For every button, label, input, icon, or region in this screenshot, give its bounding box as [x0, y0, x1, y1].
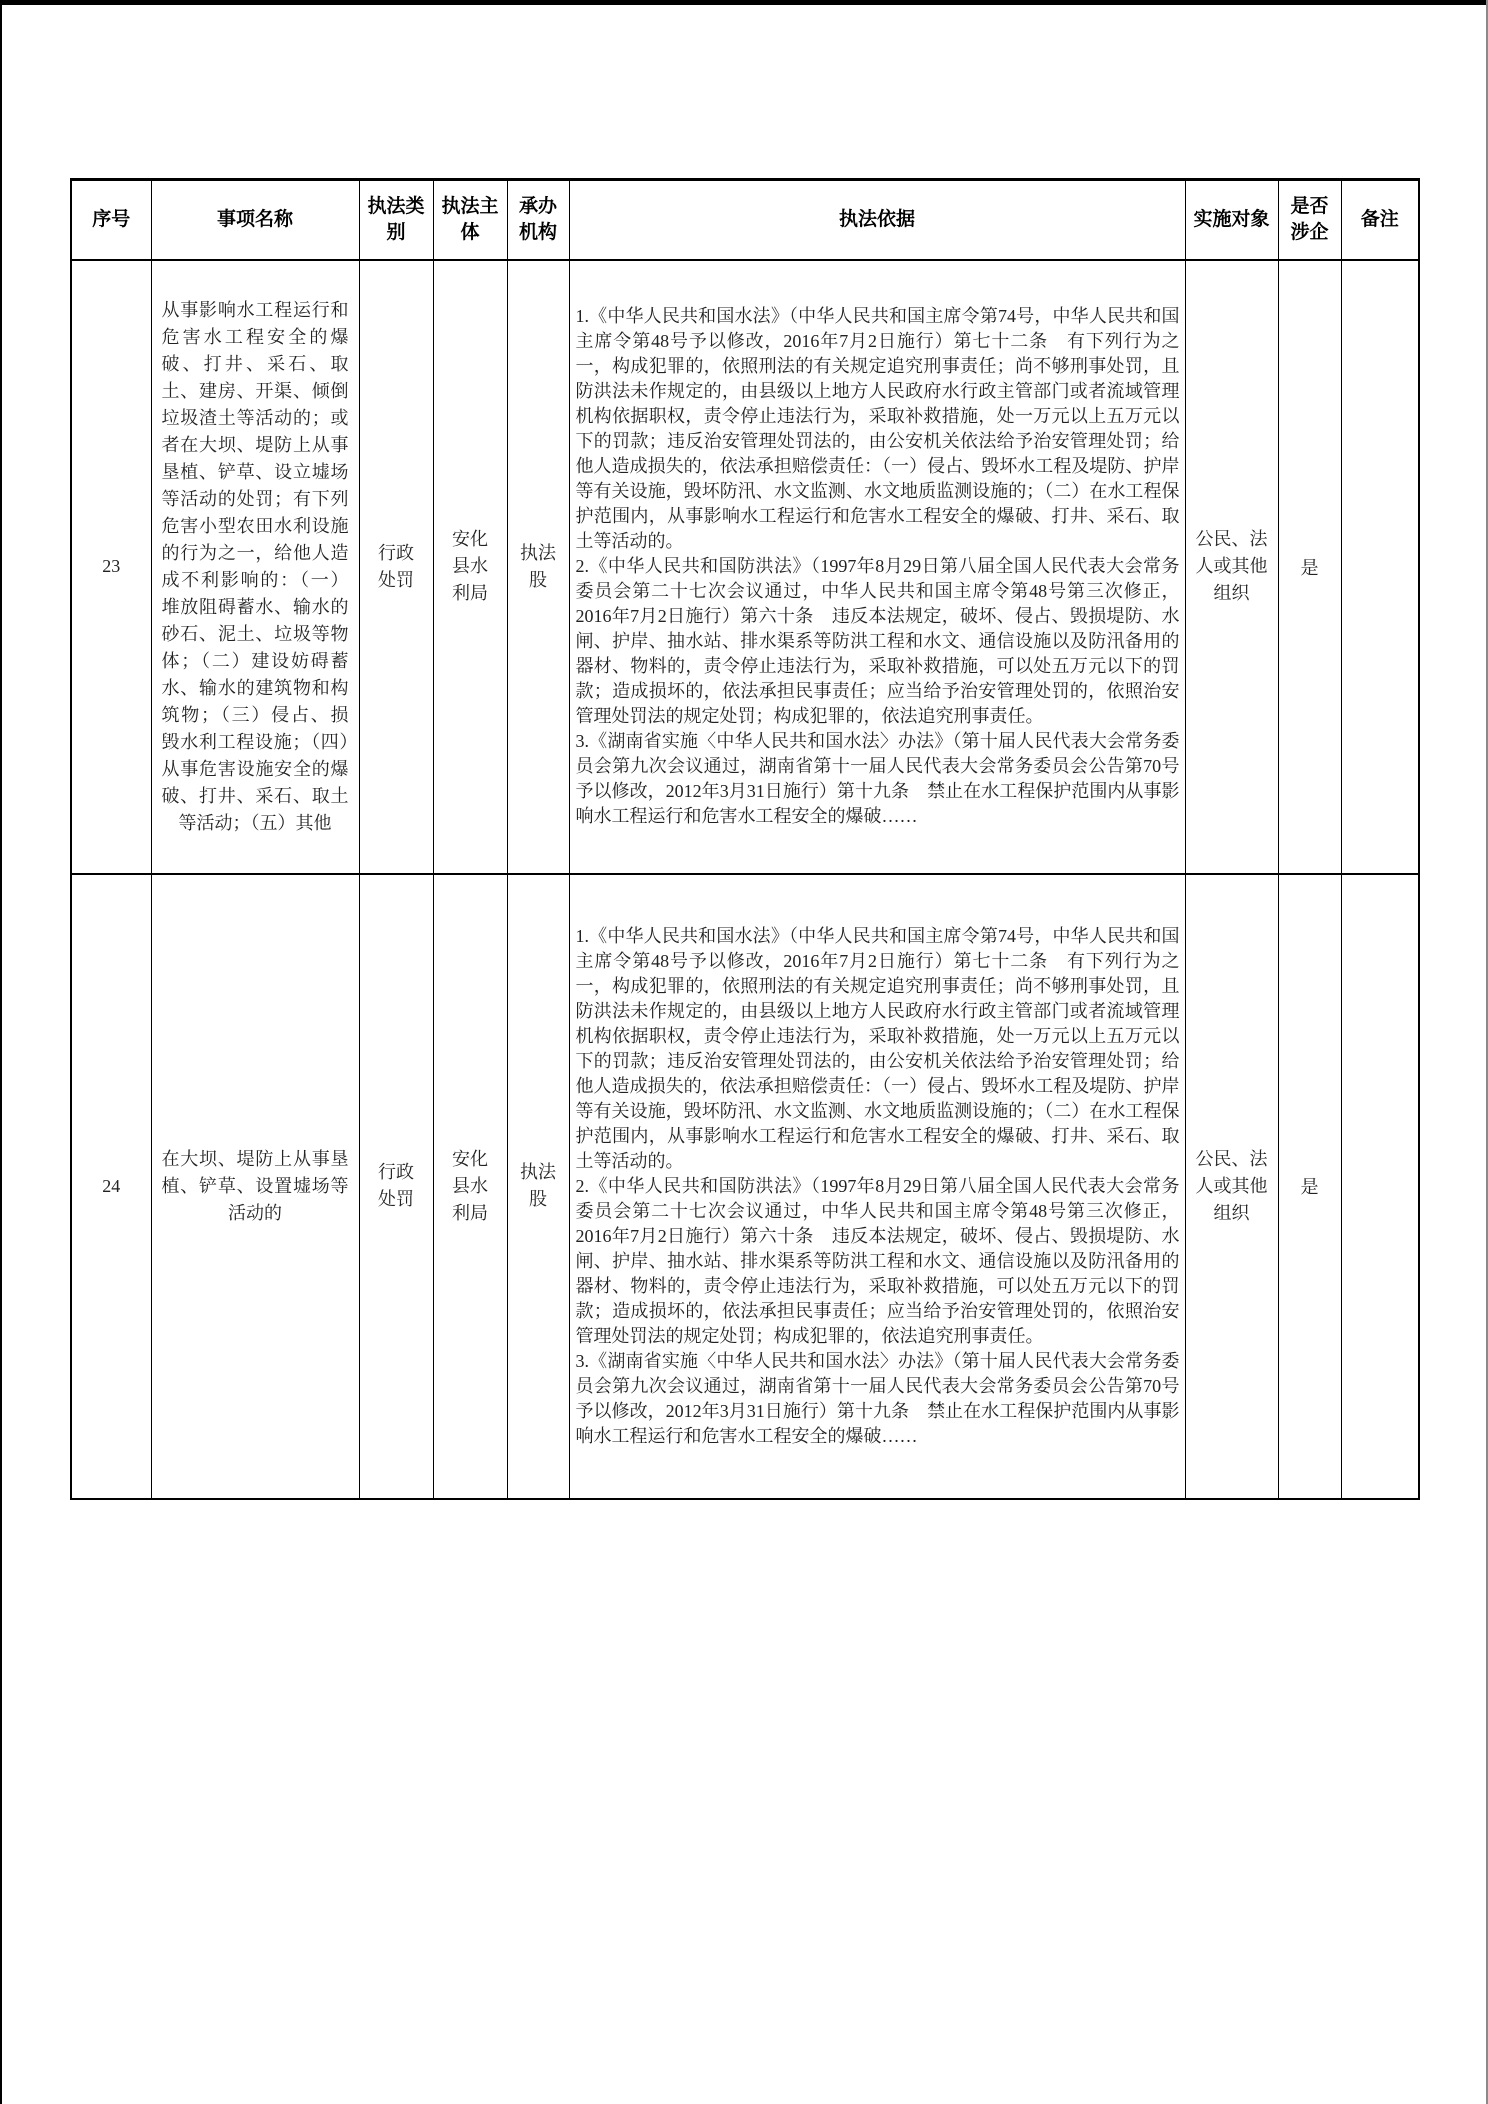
cell-involves-enterprise: 是 — [1278, 874, 1341, 1499]
cell-item-name: 从事影响水工程运行和危害水工程安全的爆破、打井、采石、取土、建房、开渠、倾倒垃圾渣土等活动的；或者在大坝、堤防上从事垦植、铲草、设立墟场等活动的处罚；有下列危害小型农田水利设施的行为之一，给他人造成不利影响的：（一）堆放阻碍蓄水、输水的砂石、泥土、垃圾等物体；（二）建设妨碍蓄水、输水的建筑物和构筑物；（三）侵占、损毁水利工程设施；（四）从事危害设施安全的爆破、打井、采石、取土等活动；（五）其他 — [151, 260, 359, 874]
cell-agency: 执法股 — [507, 260, 569, 874]
cell-seq: 24 — [71, 874, 151, 1499]
cell-basis — [569, 260, 1185, 874]
basis-law-item: 1.《中华人民共和国水法》（中华人民共和国主席令第74号，中华人民共和国主席令第48号予以修改，2016年7月2日施行）第七十二条 有下列行为之一，构成犯罪的，依照刑法的有关规定追究刑事责任；尚不够刑事处罚，且防洪法未作规定的，由县级以上地方人民政府水行政主管部门或者流域管理机构依据职权，责令停止违法行为，采取补救措施，处一万元以上五万元以下的罚款；违反治安管理处罚法的，由公安机关依法给予治安管理处罚；给他人造成损失的，依法承担赔偿责任：（一）侵占、毁坏水工程及堤防、护岸等有关设施，毁坏防汛、水文监测、水文地质监测设施的；（二）在水工程保护范围内，从事影响水工程运行和危害水工程安全的爆破、打井、采石、取土等活动的。 — [575, 925, 1180, 1171]
cell-agency: 执法股 — [507, 874, 569, 1499]
table-header-row — [71, 180, 1419, 260]
basis-law-item: 1.《中华人民共和国水法》（中华人民共和国主席令第74号，中华人民共和国主席令第48号予以修改，2016年7月2日施行）第七十二条 有下列行为之一，构成犯罪的，依照刑法的有关规定追究刑事责任；尚不够刑事处罚，且防洪法未作规定的，由县级以上地方人民政府水行政主管部门或者流域管理机构依据职权，责令停止违法行为，采取补救措施，处一万元以上五万元以下的罚款；违反治安管理处罚法的，由公安机关依法给予治安管理处罚；给他人造成损失的，依法承担赔偿责任：（一）侵占、毁坏水工程及堤防、护岸等有关设施，毁坏防汛、水文监测、水文地质监测设施的；（二）在水工程保护范围内，从事影响水工程运行和危害水工程安全的爆破、打井、采石、取土等活动的。 — [575, 306, 1180, 551]
header-subject: 执法主体 — [433, 180, 507, 260]
header-item-name: 事项名称 — [151, 180, 359, 260]
cell-remark — [1341, 874, 1419, 1499]
header-category: 执法类别 — [359, 180, 433, 260]
cell-basis — [569, 874, 1185, 1499]
header-target: 实施对象 — [1185, 180, 1278, 260]
basis-law-item: 2.《中华人民共和国防洪法》（1997年8月29日第八届全国人民代表大会常务委员会第二十七次会议通过，中华人民共和国主席令第48号第三次修正，2016年7月2日施行）第六十条 违反本法规定，破坏、侵占、毁损堤防、水闸、护岸、抽水站、排水渠系等防洪工程和水文、通信设施以及防汛备用的器材、物料的，责令停止违法行为，采取补救措施，可以处五万元以下的罚款；造成损坏的，依法承担民事责任；应当给予治安管理处罚的，依照治安管理处罚法的规定处罚；构成犯罪的，依法追究刑事责任。 — [575, 1175, 1180, 1346]
cell-category: 行政处罚 — [359, 874, 433, 1499]
cell-seq: 23 — [71, 260, 151, 874]
cell-subject: 安化县水利局 — [433, 874, 507, 1499]
cell-target: 公民、法人或其他组织 — [1185, 874, 1278, 1499]
header-agency: 承办机构 — [507, 180, 569, 260]
cell-involves-enterprise: 是 — [1278, 260, 1341, 874]
cell-subject: 安化县水利局 — [433, 260, 507, 874]
basis-law-item: 3.《湖南省实施〈中华人民共和国水法〉办法》（第十届人民代表大会常务委员会第九次会议通过，湖南省第十一届人民代表大会常务委员会公告第70号予以修改，2012年3月31日施行）第十九条 禁止在水工程保护范围内从事影响水工程运行和危害水工程安全的爆破…… — [575, 731, 1180, 826]
cell-item-name: 在大坝、堤防上从事垦植、铲草、设置墟场等活动的 — [151, 874, 359, 1499]
cell-remark — [1341, 260, 1419, 874]
header-basis: 执法依据 — [569, 180, 1185, 260]
header-involves-enterprise: 是否涉企 — [1278, 180, 1341, 260]
basis-law-item: 2.《中华人民共和国防洪法》（1997年8月29日第八届全国人民代表大会常务委员会第二十七次会议通过，中华人民共和国主席令第48号第三次修正，2016年7月2日施行）第六十条 违反本法规定，破坏、侵占、毁损堤防、水闸、护岸、抽水站、排水渠系等防洪工程和水文、通信设施以及防汛备用的器材、物料的，责令停止违法行为，采取补救措施，可以处五万元以下的罚款；造成损坏的，依法承担民事责任；应当给予治安管理处罚的，依照治安管理处罚法的规定处罚；构成犯罪的，依法追究刑事责任。 — [575, 556, 1180, 726]
table-row-23 — [71, 260, 1419, 874]
header-seq: 序号 — [71, 180, 151, 260]
scan-edge-top — [0, 0, 1488, 5]
enforcement-items-table — [70, 178, 1420, 1500]
cell-category: 行政处罚 — [359, 260, 433, 874]
cell-target: 公民、法人或其他组织 — [1185, 260, 1278, 874]
scan-edge-left — [0, 0, 2, 2104]
header-remark: 备注 — [1341, 180, 1419, 260]
table-row-24 — [71, 874, 1419, 1499]
basis-law-item: 3.《湖南省实施〈中华人民共和国水法〉办法》（第十届人民代表大会常务委员会第九次会议通过，湖南省第十一届人民代表大会常务委员会公告第70号予以修改，2012年3月31日施行）第十九条 禁止在水工程保护范围内从事影响水工程运行和危害水工程安全的爆破…… — [575, 1350, 1180, 1446]
